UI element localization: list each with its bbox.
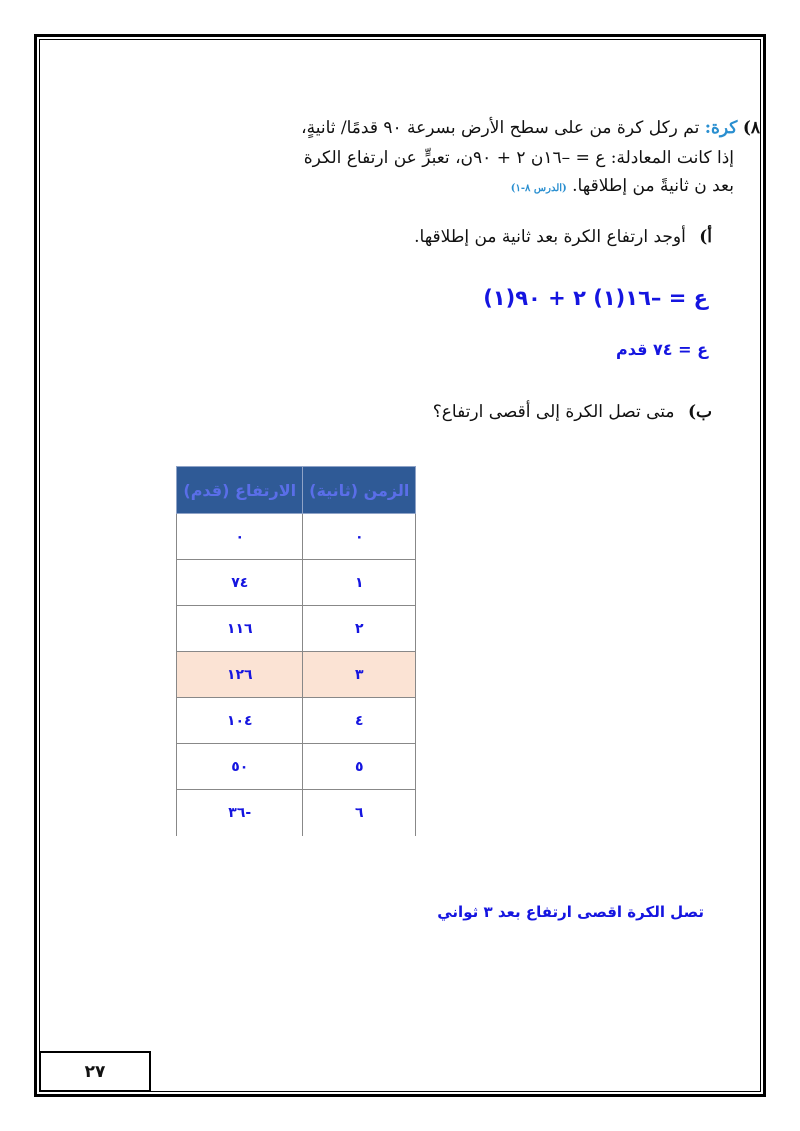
header-time: الزمن (ثانية): [303, 467, 416, 514]
cell-height: ٧٤: [177, 560, 303, 606]
time-height-table: [176, 466, 416, 836]
question-topic: كرة:: [704, 118, 738, 138]
part-b-letter: ب): [687, 402, 712, 422]
page-number: ٢٧: [39, 1051, 151, 1092]
table-row-max: [177, 652, 416, 698]
question-text-1: تم ركل كرة من على سطح الأرض بسرعة ٩٠ قدمًا/ ثانيةٍ،: [301, 118, 700, 138]
table-row: [177, 606, 416, 652]
cell-time: ٤: [303, 698, 416, 744]
table-row: [177, 744, 416, 790]
cell-time: ٥: [303, 744, 416, 790]
part-a-answer-result: ع = ٧٤ قدم: [615, 340, 708, 359]
cell-height: ١١٦: [177, 606, 303, 652]
part-b-conclusion: تصل الكرة اقصى ارتفاع بعد ٣ ثواني: [437, 903, 704, 921]
question-line-1: [301, 118, 760, 138]
part-a-letter: أ): [699, 227, 712, 247]
cell-height: ١٢٦: [177, 652, 303, 698]
lesson-reference: (الدرس ٨-١): [510, 183, 567, 194]
part-a-answer-equation: ع = –١٦(١) ٢ + ٩٠(١): [483, 286, 708, 310]
question-text-2: إذا كانت المعادلة: ع = –١٦ن ٢ + ٩٠ن، تعبرٍّ عن ارتفاع الكرة: [303, 148, 734, 168]
table-row: [177, 790, 416, 837]
question-line-3: [511, 176, 734, 196]
cell-time: ٢: [303, 606, 416, 652]
cell-height: ١٠٤: [177, 698, 303, 744]
part-b: [433, 402, 712, 422]
table-row: [177, 514, 416, 560]
question-line-2: [304, 148, 734, 168]
cell-height: ٠: [177, 514, 303, 560]
cell-time: ٦: [303, 790, 416, 837]
table-header-row: [177, 467, 416, 514]
table-row: [177, 698, 416, 744]
cell-height: ٥٠: [177, 744, 303, 790]
cell-time: ٣: [303, 652, 416, 698]
part-b-text: متى تصل الكرة إلى أقصى ارتفاع؟: [432, 402, 675, 422]
question-text-3: بعد ن ثانيةً من إطلاقها.: [572, 176, 734, 196]
header-height: الارتفاع (قدم): [177, 467, 303, 514]
part-a: [414, 227, 712, 247]
cell-time: ١: [303, 560, 416, 606]
table-row: [177, 560, 416, 606]
cell-time: ٠: [303, 514, 416, 560]
cell-height: -٣٦: [177, 790, 303, 837]
part-a-text: أوجد ارتفاع الكرة بعد ثانية من إطلاقها.: [414, 227, 686, 247]
question-number: ٨): [742, 118, 760, 138]
